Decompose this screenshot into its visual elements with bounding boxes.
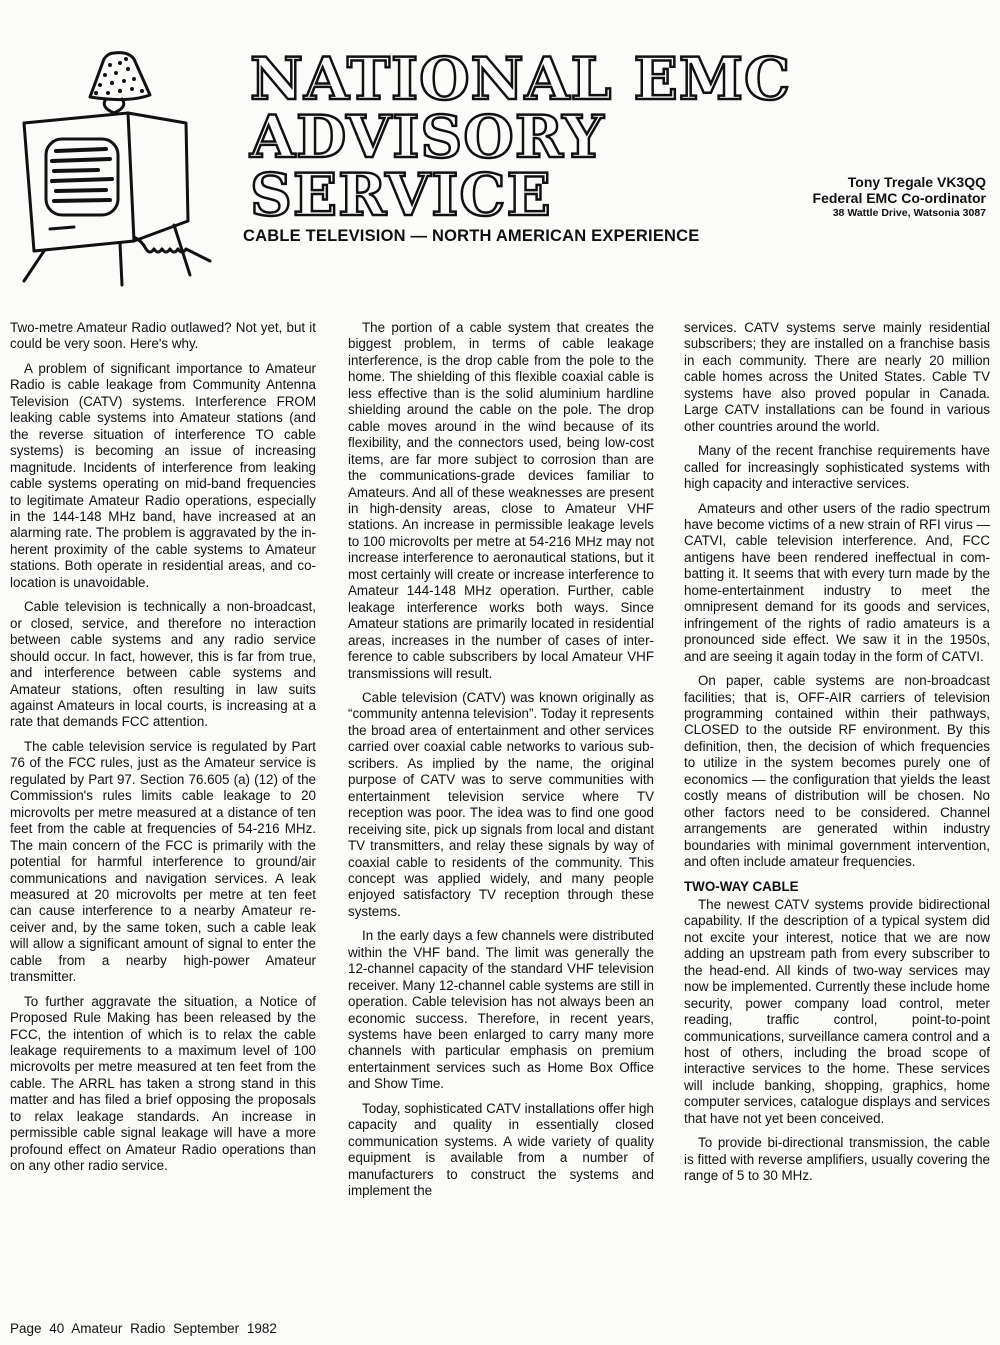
tv-lamp-illustration (10, 45, 220, 290)
article-column-2 (348, 320, 654, 1208)
paragraph: Two-metre Amateur Radio outlawed? Not yet, but it could be very soon. Here's why. (10, 320, 316, 352)
paragraph: Cable television is technically a non-broadcast, or closed, service, and therefore no interaction between cable systems and any radio service should occur. In fact, however, this is far from true, and interference between cable systems and Amateur stations, often resulting in law suits against Amateurs in local courts, is increasing at a rate that demands FCC attention. (10, 599, 316, 730)
article-title: CABLE TELEVISION — NORTH AMERICAN EXPERIENCE (243, 227, 700, 245)
author-title: Federal EMC Co-ordinator (812, 190, 986, 206)
paragraph: To provide bi-directional transmission, the cable is fitted with reverse amplifiers, usually covering the range of 5 to 30 MHz. (684, 1135, 990, 1184)
paragraph: Today, sophisticated CATV installations offer high capacity and quality in essentially closed communication systems. A wide variety of quality equipment is available from a number of manufacturers to construct the systems and implement the (348, 1100, 654, 1199)
masthead-line-1: NATIONAL EMC (250, 45, 792, 113)
paragraph: The newest CATV systems provide bidirectional capability. If the description of a typical system did not excite your interest, notice that we are now adding an upstream path from every subscriber to the head-end. All kinds of two-way services may now be implemented. Currently these include home security, power company load control, meter reading, traffic control, point-to-point communications, surveillance camera control and a host of others, including the broad scope of interactive services to the home. These services will include banking, shopping, graphics, home computer services, catalogue displays and services that have not yet been conceived. (684, 896, 990, 1126)
paragraph: In the early days a few channels were distributed within the VHF band. The limit was generally the 12-channel capacity of the standard VHF television receiver. Many 12-channel cable systems are still in operation. Cable television has not always been an economic success. Therefore, in recent years, systems have been enlarged to carry many more channels with particular emphasis on premium entertainment services such as Home Box Office and Show Time. (348, 928, 654, 1092)
paragraph: On paper, cable systems are non-broadcast facilities; that is, OFF-AIR carriers of television programming contained within their pathways, CLOSED to the outside RF environment. By this definition, then, the decision of which frequencies to utilize in the system becomes purely one of economics — the configuration that yields the least costly means of distribution will be chosen. No other factors need to be considered. Channel arrangements are generated within industry boundaries with minimal government intervention, and often include amateur frequencies. (684, 673, 990, 870)
paragraph: Many of the recent franchise requirements have called for increasingly sophisticated systems with high capacity and interactive services. (684, 443, 990, 492)
author-byline (813, 174, 986, 220)
author-address: 38 Wattle Drive, Watsonia 3087 (832, 207, 986, 219)
paragraph: Cable television (CATV) was known originally as “community antenna television”. Today it represents the broad area of entertainment and other services carried over coaxial cable networks to various subscribers. As implied by the name, the original purpose of CATV was to serve communities with entertainment television service where TV reception was poor. The idea was to find one good receiving site, pick up signals from local and distant TV transmitters, and relay these signals by way of coaxial cable to residents of the community. This concept was applied widely, and many people enjoyed satisfactory TV reception through these systems. (348, 689, 654, 919)
paragraph: A problem of significant importance to Amateur Radio is cable leakage from Community Antenna Television (CATV) systems. Interference FROM leaking cable systems into Amateur stations (and the reverse situation of interference TO cable systems) is becoming an issue of increasing magnitude. Incidents of interference from leaking cable systems operating on mid-band frequencies to legitimate Amateur Radio operations, especially in the 144-148 MHz band, have increased at an alarming rate. The problem is aggravated by the inherent proximity of the cable systems to Amateur stations. Both operate in residential areas, and co-location is unavoidable. (10, 360, 316, 590)
paragraph: services. CATV systems serve mainly residential subscribers; they are installed on a franchise basis in each community. There are nearly 20 million cable homes across the United States. Cable TV systems have also proved popular in Canada. Large CATV installations can be found in various other countries around the world. (684, 320, 990, 434)
masthead-title (250, 45, 840, 229)
paragraph: To further aggravate the situation, a Notice of Proposed Rule Making has been released by the FCC, the intention of which is to relax the cable leakage requirements to a maximum level of 100 microvolts per metre measured at ten feet from the cable. The ARRL has taken a strong stand in this matter and has filed a brief opposing the proposals to relax leakage standards. An increase in permissible cable signal leakage will have a more profound effect on Amateur Radio operations than on any other radio service. (10, 993, 316, 1174)
paragraph: The cable television service is regulated by Part 76 of the FCC rules, just as the Amateur service is regulated by Part 97. Section 76.605 (a) (12) of the Commission's rules limits cable leakage to 20 microvolts per metre measured at a distance of ten feet from the cable at frequencies of 54-216 MHz. The main concern of the FCC is primarily with the potential for harmful interference to ground/air communications and navigation services. A leak measured at 20 microvolts per metre at ten feet can cause interference to a nearby Amateur receiver and, by the same token, such a cable leak will allow a significant amount of signal to enter the cable from a nearby high-power Amateur transmitter. (10, 738, 316, 985)
article-column-1 (10, 320, 316, 1183)
article-column-3 (684, 320, 990, 1193)
paragraph: The portion of a cable system that creates the biggest problem, in terms of cable leakage interference, is the drop cable from the pole to the home. The shielding of this flexible coaxial cable is less effective than is the solid aluminium hardline shielding around the cable on the pole. The drop cable moves around in the wind because of its flexibility, and the connectors used, being low-cost items, are far more subject to corrosion than are the communications-grade devices familiar to Amateurs. And all of these weaknesses are present in high-density areas, close to Amateur VHF stations. An increase in permissible leakage levels to 100 microvolts per metre at 54-216 MHz may not increase interference to aeronautical stations, but it most certainly will create or increase interference to Amateur 144-148 MHz operation. Further, cable leakage interference works both ways. Since Amateur stations are primarily located in residential areas, increases in the number of cases of interference to cable subscribers by local Amateur VHF transmissions will result. (348, 320, 654, 681)
paragraph: Amateurs and other users of the radio spectrum have become victims of a new strain of RFI virus — CATVI, cable television interference. And, FCC antigens have been rendered ineffectual in combatting it. It seems that with every turn made by the home-entertainment industry to meet the omnipresent demand for its goods and services, infringement of the rights of radio amateurs is a pronounced side effect. We saw it in the 1950s, and are seeing it again today in the form of CATVI. (684, 500, 990, 664)
page-footer: Page 40 Amateur Radio September 1982 (10, 1321, 277, 1336)
masthead-line-2: ADVISORY SERVICE (250, 103, 605, 229)
author-name: Tony Tregale VK3QQ (847, 174, 986, 190)
article-body (0, 320, 1000, 1315)
section-heading: TWO-WAY CABLE (684, 878, 799, 894)
